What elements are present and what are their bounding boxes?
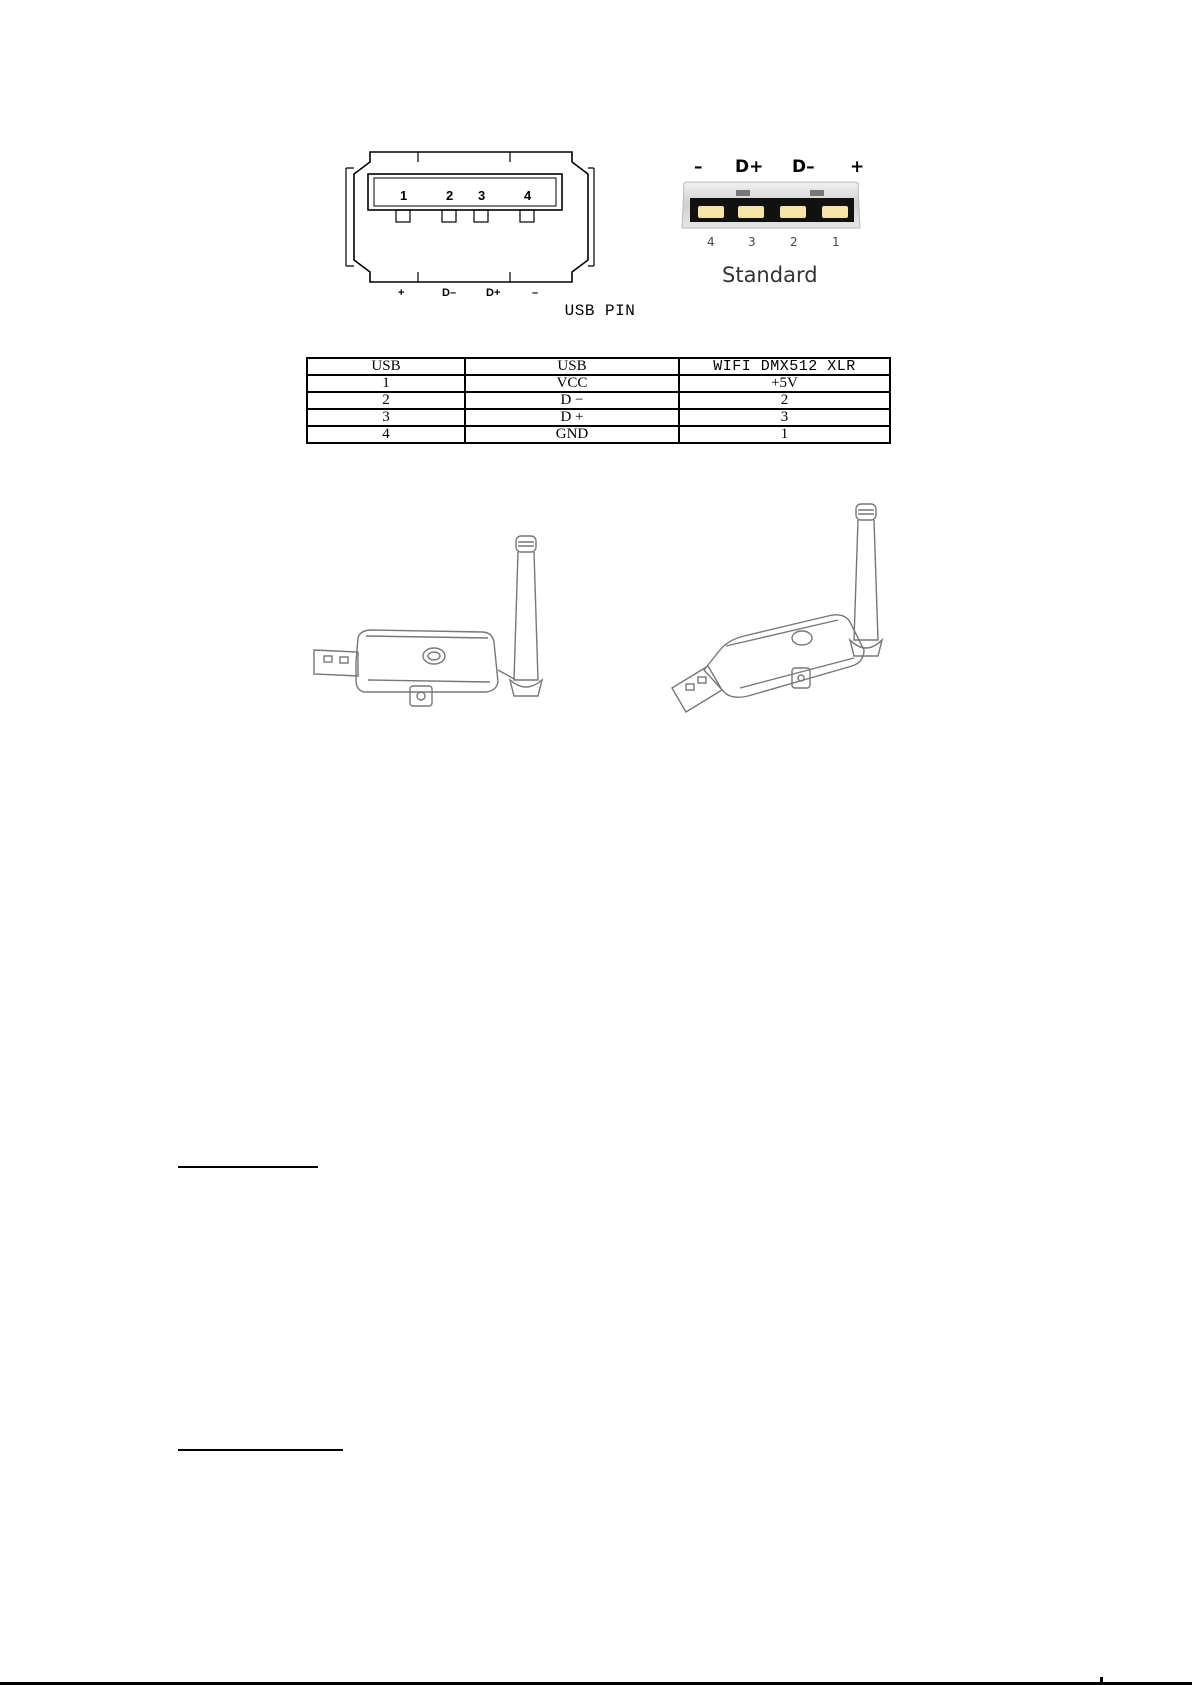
- table-cell: GND: [465, 426, 679, 443]
- plug-contact-1: [822, 206, 848, 218]
- figure-caption: USB PIN: [564, 302, 636, 320]
- receptacle-signal-minus: –: [532, 287, 539, 298]
- page-border-tick: [1100, 1677, 1103, 1685]
- plug-pin-2: 2: [790, 235, 798, 249]
- plug-pin-4: 4: [707, 235, 715, 249]
- receptacle-pin-4: 4: [524, 188, 532, 203]
- table-cell: 2: [307, 392, 465, 409]
- plug-contact-2: [780, 206, 806, 218]
- table-header: WIFI DMX512 XLR: [679, 358, 890, 375]
- pin-mapping-table: [306, 357, 891, 444]
- table-row: [307, 392, 890, 409]
- table-header-row: [307, 358, 890, 375]
- section-heading-underline: [178, 1449, 343, 1451]
- receptacle-signal-dplus: D+: [486, 287, 501, 298]
- table-cell: D +: [465, 409, 679, 426]
- receptacle-pin-2: 2: [446, 188, 454, 203]
- wifi-dongle-angled-view: [668, 500, 908, 730]
- receptacle-pin-3: 3: [478, 188, 486, 203]
- receptacle-signal-plus: +: [398, 287, 405, 298]
- receptacle-signal-dminus: D–: [442, 287, 457, 298]
- table-row: [307, 375, 890, 392]
- table-header: USB: [465, 358, 679, 375]
- receptacle-pin-1: 1: [400, 188, 408, 203]
- table-cell: 3: [307, 409, 465, 426]
- plug-caption: Standard: [722, 263, 818, 287]
- usb-plug-diagram: [680, 152, 910, 292]
- table-row: [307, 409, 890, 426]
- table-cell: +5V: [679, 375, 890, 392]
- table-cell: VCC: [465, 375, 679, 392]
- plug-signal-plus: +: [850, 157, 865, 177]
- plug-pin-3: 3: [748, 235, 756, 249]
- plug-pin-1: 1: [832, 235, 840, 249]
- plug-signal-minus: –: [694, 157, 703, 177]
- plug-contact-3: [738, 206, 764, 218]
- section-heading-underline: [178, 1166, 318, 1168]
- plug-signal-dminus: D–: [792, 157, 815, 177]
- usb-receptacle-diagram: [340, 148, 600, 298]
- table-cell: 2: [679, 392, 890, 409]
- wifi-dongle-side-view: [312, 530, 552, 740]
- plug-signal-dplus: D+: [735, 157, 764, 177]
- table-cell: 3: [679, 409, 890, 426]
- table-cell: D −: [465, 392, 679, 409]
- table-header: USB: [307, 358, 465, 375]
- plug-contact-4: [698, 206, 724, 218]
- table-cell: 1: [679, 426, 890, 443]
- table-cell: 1: [307, 375, 465, 392]
- table-row: [307, 426, 890, 443]
- table-cell: 4: [307, 426, 465, 443]
